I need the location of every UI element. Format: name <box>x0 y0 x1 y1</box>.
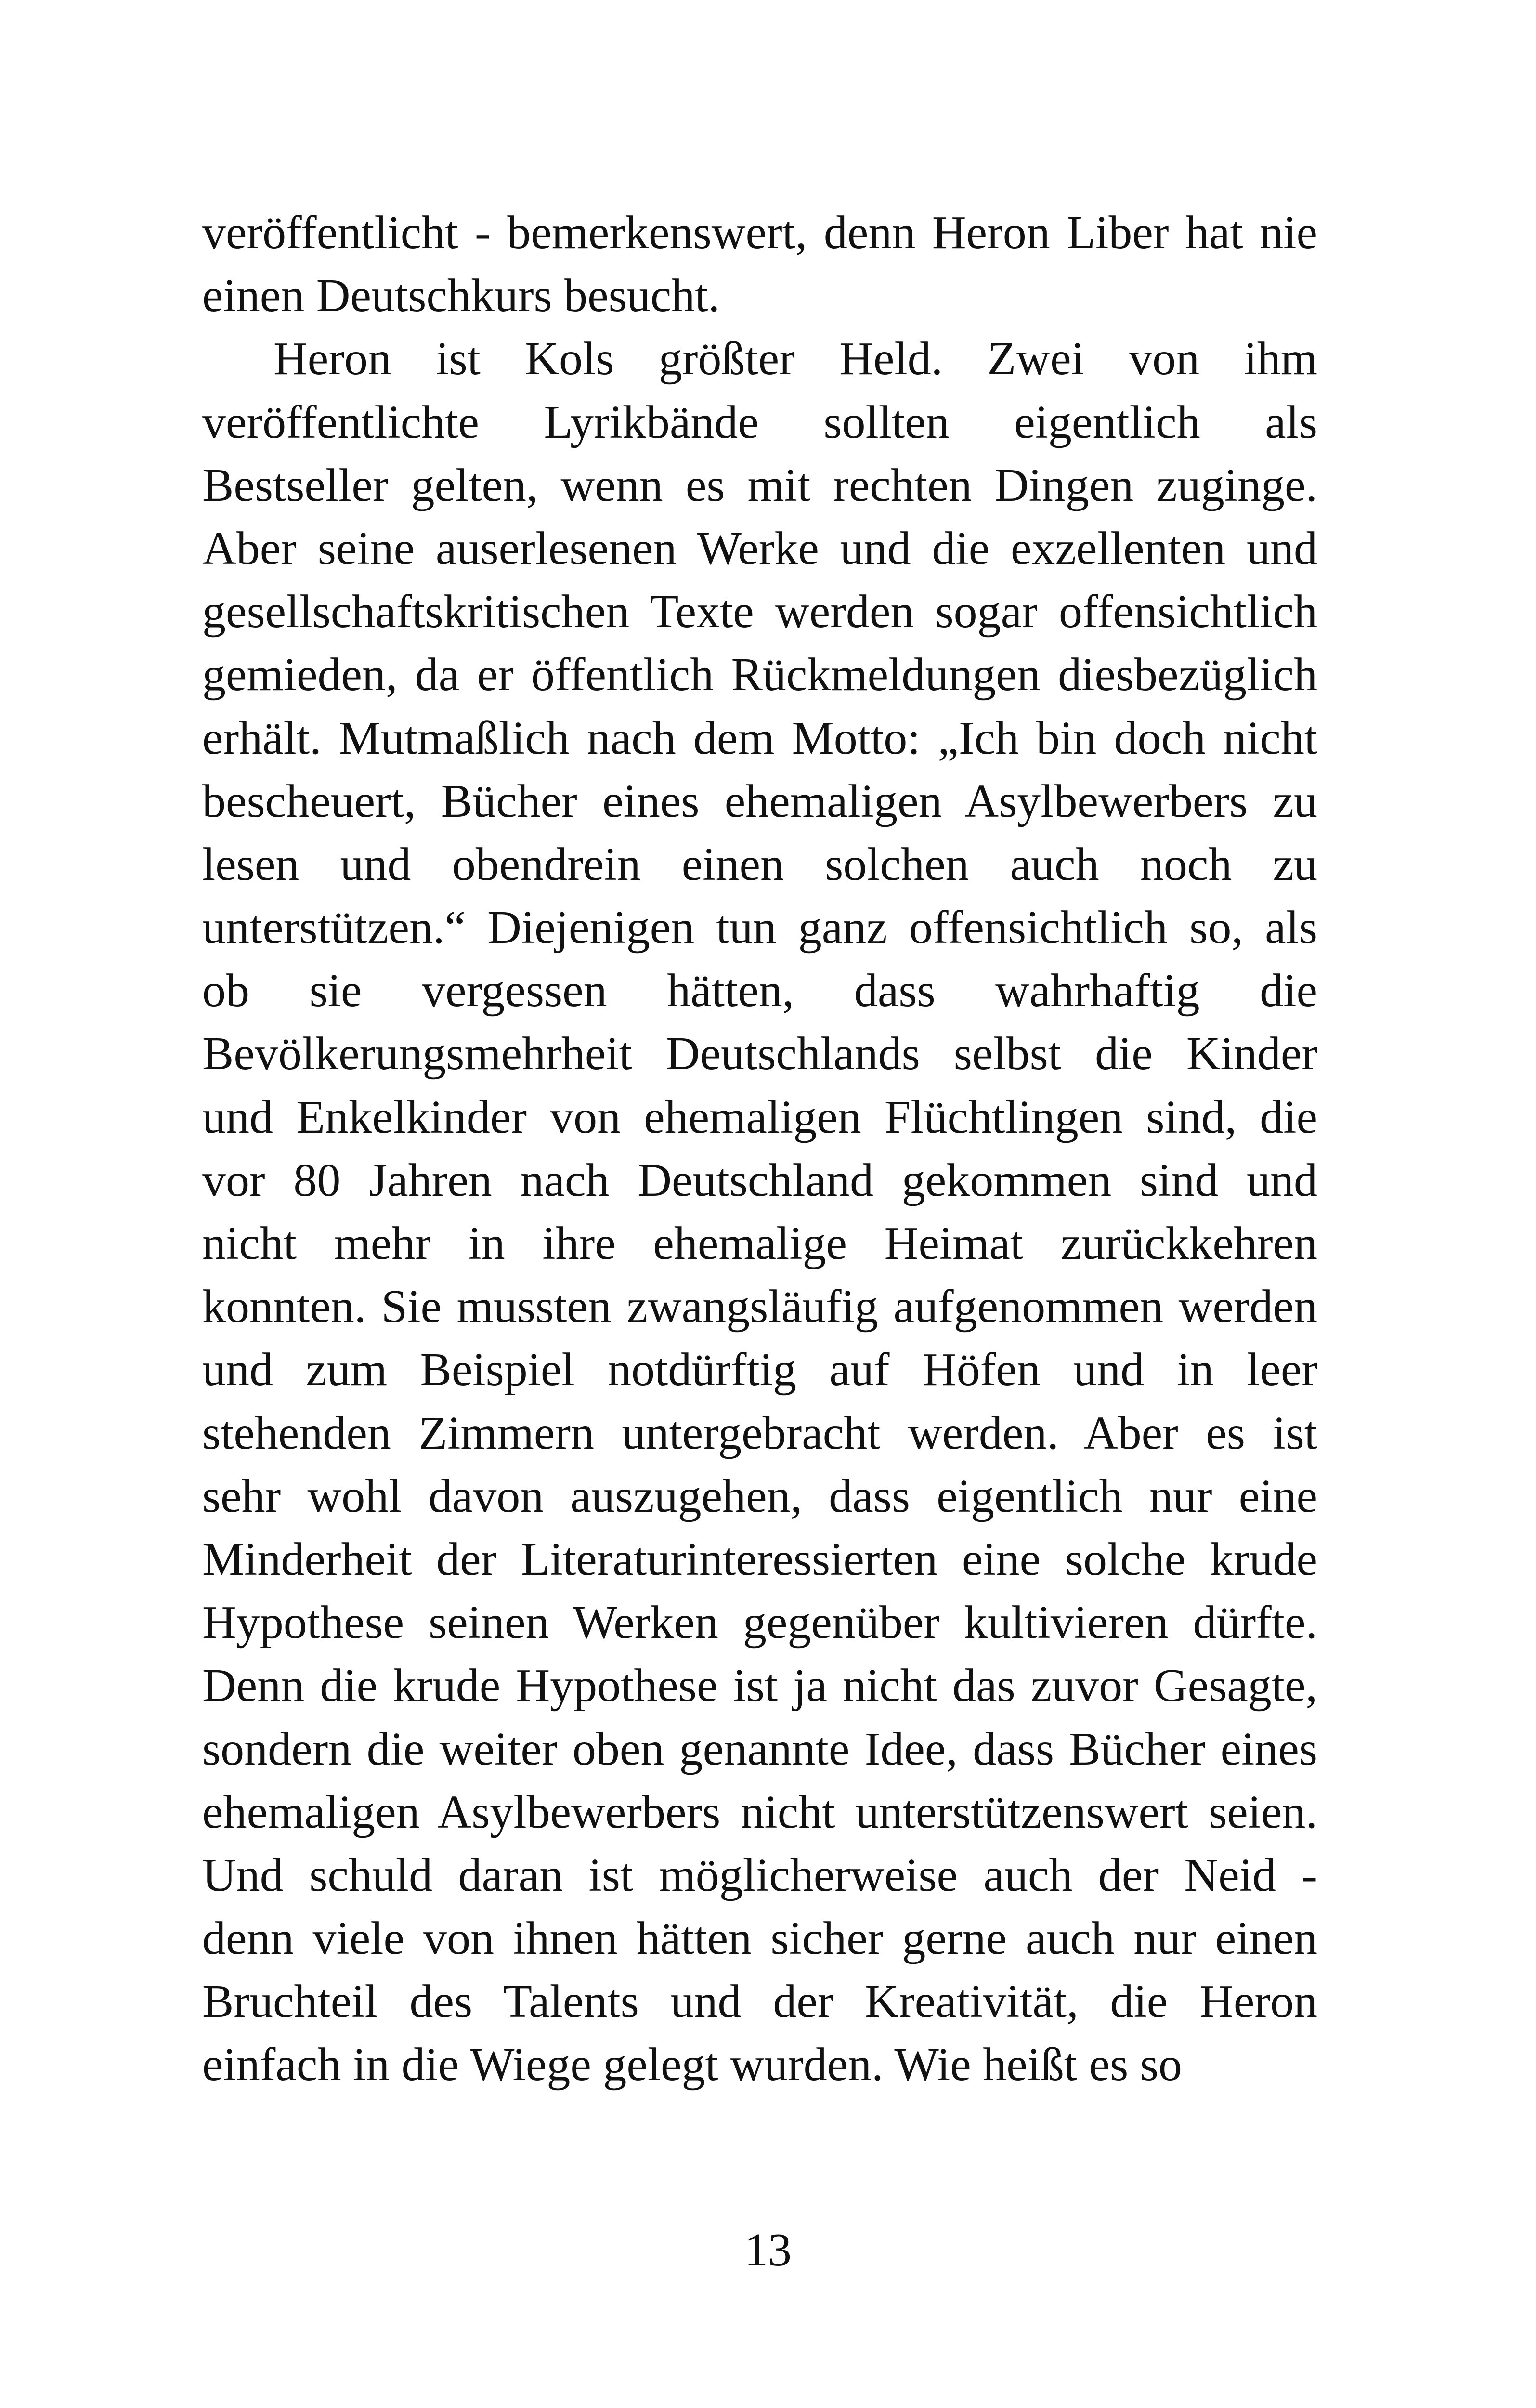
text-line: und Enkelkinder von ehemaligen Flüchtlingen sind, die <box>202 1091 1317 1143</box>
text-line: Hypothese seinen Werken gegenüber kultivieren dürfte. <box>202 1597 1317 1649</box>
text-line: sondern die weiter oben genannte Idee, dass Bücher eines <box>202 1723 1317 1775</box>
text-line: veröffentlicht - bemerkenswert, denn Heron Liber hat nie <box>202 207 1317 259</box>
text-line: und zum Beispiel notdürftig auf Höfen und in leer <box>202 1344 1317 1396</box>
text-line: gesellschaftskritischen Texte werden sogar offensichtlich <box>202 586 1317 638</box>
text-line: ob sie vergessen hätten, dass wahrhaftig die <box>202 965 1317 1017</box>
text-line: nicht mehr in ihre ehemalige Heimat zurückkehren <box>202 1217 1317 1269</box>
text-line: bescheuert, Bücher eines ehemaligen Asylbewerbers zu <box>202 775 1317 827</box>
text-line: veröffentlichte Lyrikbände sollten eigentlich als <box>202 396 1317 448</box>
text-line: Aber seine auserlesenen Werke und die exzellenten und <box>202 522 1317 575</box>
text-line: Bevölkerungsmehrheit Deutschlands selbst die Kinder <box>202 1028 1317 1080</box>
page-number: 13 <box>744 2224 792 2276</box>
text-line: unterstützen.“ Diejenigen tun ganz offensichtlich so, als <box>202 902 1317 954</box>
text-line: stehenden Zimmern untergebracht werden. Aber es ist <box>202 1407 1317 1459</box>
text-line: vor 80 Jahren nach Deutschland gekommen sind und <box>202 1154 1317 1206</box>
text-line: Bestseller gelten, wenn es mit rechten Dingen zuginge. <box>202 459 1317 511</box>
text-line: Und schuld daran ist möglicherweise auch der Neid - <box>202 1849 1317 1901</box>
text-line: lesen und obendrein einen solchen auch noch zu <box>202 838 1317 890</box>
text-line: gemieden, da er öffentlich Rückmeldungen diesbezüglich <box>202 649 1317 701</box>
text-line: einfach in die Wiege gelegt wurden. Wie heißt es so <box>202 2039 1182 2091</box>
text-line: Minderheit der Literaturinteressierten eine solche krude <box>202 1533 1317 1585</box>
text-line: konnten. Sie mussten zwangsläufig aufgenommen werden <box>202 1281 1317 1333</box>
body-text <box>202 201 1317 2097</box>
text-line: denn viele von ihnen hätten sicher gerne auch nur einen <box>202 1912 1317 1965</box>
text-line: ehemaligen Asylbewerbers nicht unterstützenswert seien. <box>202 1786 1317 1838</box>
text-line: Bruchteil des Talents und der Kreativität, die Heron <box>202 1976 1317 2028</box>
text-line: sehr wohl davon auszugehen, dass eigentlich nur eine <box>202 1470 1317 1522</box>
text-line: Heron ist Kols größter Held. Zwei von ihm <box>273 333 1317 385</box>
text-line: einen Deutschkurs besucht. <box>202 270 720 322</box>
text-line: Denn die krude Hypothese ist ja nicht das zuvor Gesagte, <box>202 1660 1317 1712</box>
text-line: erhält. Mutmaßlich nach dem Motto: „Ich bin doch nicht <box>202 712 1317 764</box>
